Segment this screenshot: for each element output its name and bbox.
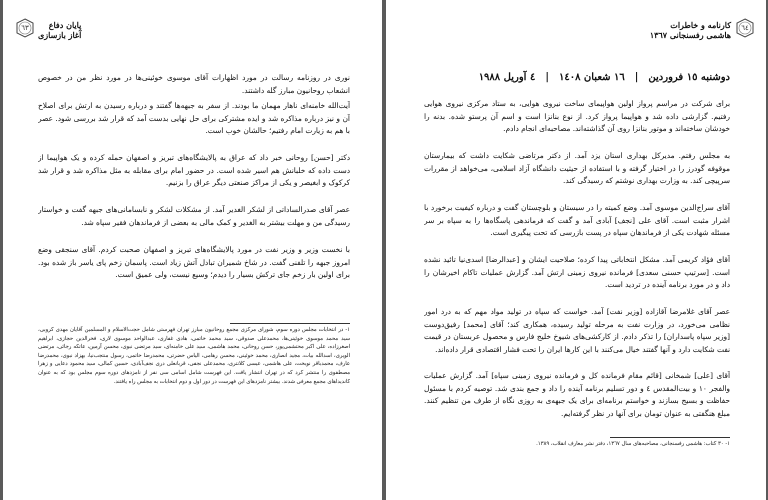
date-hijri: ١٦ شعبان ١٤٠٨: [558, 72, 625, 83]
page-number: ٦٣: [21, 24, 29, 32]
paragraph: با نخست وزیر و وزیر نفت در مورد پالایشگاه‌های تبریز و اصفهان صحبت کردم. آقای سنجقی وضع امروز جبهه را تلفنی گفت. در شاخ شمیران تبادل آتش زیاد است. پاسمان زخم پای یاسر باز شده بود. برای اولین بار زخم جای ترکش بسیار را دیدم؛ وسیع نیست، ولی عمیق است.: [38, 245, 350, 279]
header-line-1: پایان دفاع: [48, 20, 82, 30]
paragraph: آقای سراج‌الدین موسوی آمد. وضع کمیته را در سیستان و بلوچستان گفت و درباره کیفیت برخورد با اشرار مثبت است. آقای علی [نجف] آبادی آمد و گفت که فرماندهی پاسگاه‌ها را به سپاه بر سر مسئله شهادت یکی از فرماندهان سپاه در پست بازرسی که تحت پیگیری است.: [424, 203, 730, 237]
footnote-rule: [610, 437, 730, 438]
paragraph: عصر آقای صدرالساداتی از لشکر الغدیر آمد. از مشکلات لشکر و نابسامانی‌های جبهه گفت و خواستار رسیدگی من و مهلت بیشتر به الغدیر و کمک مالی به بعضی از فرماندهان فقیر سپاه شد.: [38, 205, 350, 227]
page-number: ٦٤: [741, 24, 749, 32]
footnote-rule: [230, 323, 350, 324]
left-page: [3, 0, 382, 500]
running-header: [650, 20, 731, 40]
header-line-2: هاشمی رفسنجانی ١٣٦٧: [649, 30, 731, 40]
footnote: ١- ٣٠ کتاب: هاشمی رفسنجانی، مصاحبه‌های سال ١٣٦٧، دفتر نشر معارف انقلاب، ١٣٨٩.: [536, 441, 730, 447]
paragraph: آقای فؤاد کریمی آمد. مشکل انتخاباتی پیدا کرده؛ صلاحیت ایشان و [عبدالرضا] اسدی‌نیا تائید نشده است. [سرتیپ حسنی سعدی] فرمانده نیروی زمینی ارتش آمد. گزارش عملیات تاکام اخیرشان را داد و در مورد برنامه آینده در تردید است.: [424, 255, 730, 289]
date-persian: دوشنبه ١٥ فروردین: [648, 72, 730, 83]
date-separator: |: [634, 72, 639, 83]
paragraph: نوری در روزنامه رسالت در مورد اظهارات آقای موسوی خوئینی‌ها در مورد نظر من در خصوص انشعاب روحانیون مبارز گله داشتند.: [38, 73, 350, 95]
date-separator: |: [545, 72, 549, 83]
paragraph: عصر آقای غلامرضا آقازاده [وزیر نفت] آمد. خواست که سپاه در تولید مواد مهم که به درد امور نظامی می‌خورد، در وزارت نفت به مرحله تولید رسیده، همکاری کند؛ آقای [محمد] رفیق‌دوست [وزیر سپاه پاسداران] را تذکر دادم. از کارکشی‌های شیوخ خلیج فارس و محصول عربستان در قیمت نفت شکایت دارد و آنها گفتند خیال می‌کنند با این کارها ایران را تحت فشار اقتصادی قرار داده‌اند.: [424, 307, 730, 354]
footnote: ١- در انتخابات مجلس دوره سوم، شورای مرکزی مجمع روحانیون مبارز تهران فهرستی شامل حجت‌الاسلام و المسلمین آقایان مهدی کروبی، سید محمد موسوی خوئینی‌ها، محمدعلی صدوقی، سید محمد خاتمی، هادی غفاری، عبدالواحد موسوی لاری، فخرالدین حجازی، ابراهیم اصغرزاده، علی اکبر محتشمی‌پور، حسن روحانی، محمد هاشمی، سید علی خامنه‌ای، سید مرتضی نبوی، محسن آرمین، عاتکه رجائی، مرتضی الویری، اسدالله بیات، مجید انصاری، محمد خوئینی، محسن رهامی، الیاس حضرتی، محمدرضا خاتمی، رسول منتجب‌نیا، بهزاد نبوی، محمدرضا عارف، محمدباقر نوبخت، علی هاشمی، عیسی کلانتری، محمدعلی نجفی، قربانعلی دری نجف‌آبادی، حسین کمالی، سید محمود دعایی و زهرا مصطفوی را منتشر کرد که در تهران انتشار یافت. این فهرست شامل اسامی سی نفر از نامزدهای دوره سوم مجلس بود که به عنوان کاندیداهای مجمع معرفی شدند. بیشتر نامزدهای این فهرست در دور اول و دوم انتخابات به مجلس راه یافتند.: [38, 327, 350, 385]
page-number-badge: [15, 18, 35, 38]
date-gregorian: ٤ آوریل ١٩٨٨: [478, 72, 536, 83]
paragraph: آیت‌الله خامنه‌ای ناهار مهمان ما بودند. از سفر به جبهه‌ها گفتند و درباره رسیدن به ارتش برای اصلاح آن و نیز درباره مذاکره شد و ایده مشترکی برای حل نهایی بدست آمد که قرار شد بررسی شود. عصر با هم به زیارت امام رفتیم؛ حالشان خوب است.: [38, 101, 350, 135]
right-page: [386, 0, 766, 500]
page-number-badge: [735, 18, 755, 38]
header-line-2: آغاز بازسازی: [38, 30, 82, 40]
entry-dateline: [418, 72, 730, 83]
paragraph: دکتر [حسن] روحانی خبر داد که عراق به پالایشگاه‌های تبریز و اصفهان حمله کرده و یک هواپیما از دست داده که خلبانش هم اسیر شده است. در حضور امام برای مقابله به مثل مذاکره شد و قرار شد کرکوک و ابغیصر و یکی از مراکز صنعتی دیگر عراق را بزنیم.: [38, 153, 350, 187]
header-line-1: کارنامه و خاطرات: [670, 20, 731, 30]
running-header: [38, 20, 81, 40]
paragraph: آقای [علی] شمخانی [قائم مقام فرمانده کل و فرمانده نیروی زمینی سپاه] آمد. گزارش عملیات والفجر ١٠ و بیت‌المقدس ٤ و دور تسلیم برنامه آینده را داد و جمع بندی شد. توصیه کردم با مسئول حفاظت و بسیج بسازند و خواستم برنامه‌ای برای یک جبهه‌ی به روزی نگاه از طرف من تنظیم کنند. مبلغ هنگفتی به عنوان تومان برای آنها در نظر گرفته‌ایم.: [424, 371, 730, 418]
paragraph: برای شرکت در مراسم پرواز اولین هواپیمای ساخت نیروی هوایی، به ستاد مرکزی نیروی هوایی رفتیم. گزارشی داده شد و هواپیما پرواز کرد. از نوع بنانزا است و اسم آن پرستو شده. بدنه را خودشان ساخته‌اند و موتور بنانزا روی آن گذاشته‌اند. مصاحبه‌ای انجام دادم.: [424, 99, 730, 133]
paragraph: به مجلس رفتم. مدیرکل بهداری استان یزد آمد. از دکتر مرتاضی شکایت داشت که بیمارستان موقوفه گودرز را در اختیار گرفته و با استفاده از حیثیت دانشگاه آزاد اسلامی، می‌خواهد از مقررات سرپیچی کند. به وزارت بهداری نوشتم که رسیدگی کند.: [424, 151, 730, 185]
